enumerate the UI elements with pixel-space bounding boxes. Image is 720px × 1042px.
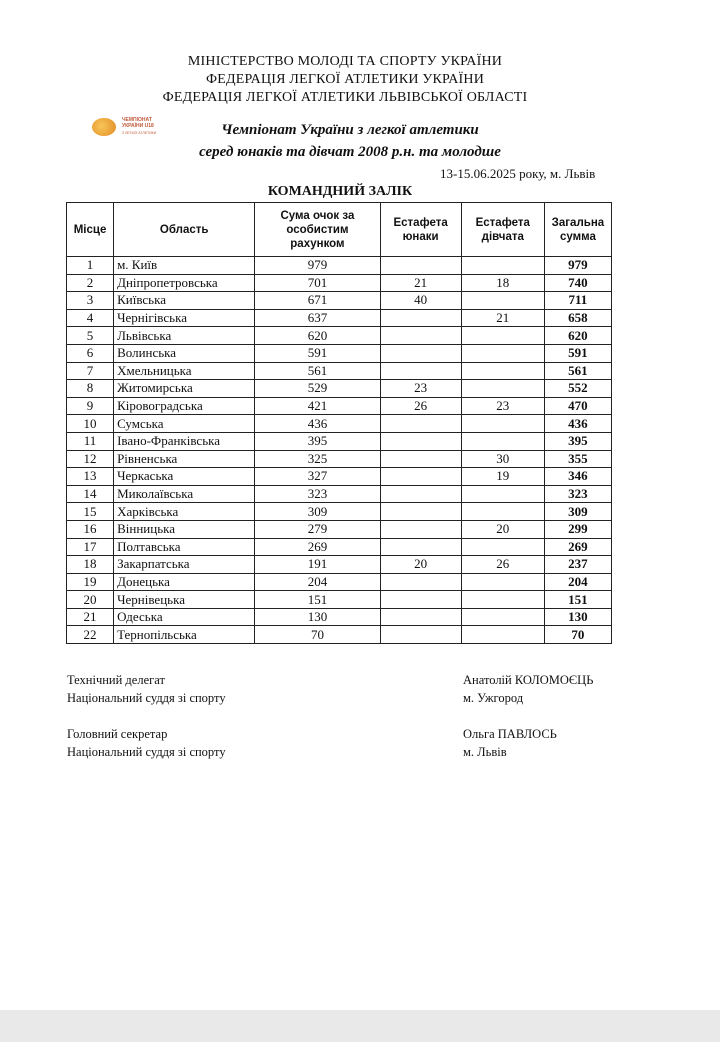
table-row — [67, 274, 612, 292]
cell-region: Хмельницька — [114, 362, 255, 380]
table-row — [67, 432, 612, 450]
cell-individual-sum: 620 — [255, 327, 380, 345]
cell-total: 620 — [544, 327, 611, 345]
cell-relay-girls — [461, 327, 544, 345]
cell-relay-boys: 21 — [380, 274, 461, 292]
cell-relay-boys: 23 — [380, 380, 461, 398]
cell-individual-sum: 191 — [255, 556, 380, 574]
cell-relay-girls — [461, 485, 544, 503]
cell-region: Житомирська — [114, 380, 255, 398]
cell-place: 3 — [67, 292, 114, 310]
cell-relay-girls: 30 — [461, 450, 544, 468]
cell-place: 22 — [67, 626, 114, 644]
table-row — [67, 591, 612, 609]
table-body — [67, 257, 612, 644]
chief-secretary-name: Ольга ПАВЛОСЬ — [463, 727, 557, 741]
cell-place: 6 — [67, 344, 114, 362]
cell-relay-boys — [380, 503, 461, 521]
cell-total: 204 — [544, 573, 611, 591]
cell-relay-boys — [380, 573, 461, 591]
cell-relay-girls — [461, 503, 544, 521]
cell-place: 2 — [67, 274, 114, 292]
cell-individual-sum: 979 — [255, 257, 380, 275]
cell-total: 711 — [544, 292, 611, 310]
cell-region: Донецька — [114, 573, 255, 591]
table-row — [67, 538, 612, 556]
cell-individual-sum: 436 — [255, 415, 380, 433]
cell-total: 269 — [544, 538, 611, 556]
cell-relay-boys — [380, 538, 461, 556]
cell-individual-sum: 325 — [255, 450, 380, 468]
cell-relay-boys: 20 — [380, 556, 461, 574]
cell-place: 1 — [67, 257, 114, 275]
cell-place: 8 — [67, 380, 114, 398]
table-row — [67, 450, 612, 468]
cell-individual-sum: 204 — [255, 573, 380, 591]
cell-total: 470 — [544, 397, 611, 415]
header-line-1: МІНІСТЕРСТВО МОЛОДІ ТА СПОРТУ УКРАЇНИ — [187, 54, 503, 69]
cell-individual-sum: 529 — [255, 380, 380, 398]
cell-region: Миколаївська — [114, 485, 255, 503]
table-row — [67, 327, 612, 345]
cell-individual-sum: 561 — [255, 362, 380, 380]
cell-individual-sum: 327 — [255, 468, 380, 486]
cell-place: 13 — [67, 468, 114, 486]
table-row — [67, 397, 612, 415]
event-date-location: 13-15.06.2025 року, м. Львів — [440, 166, 596, 181]
chief-secretary-role: Головний секретар — [67, 727, 168, 741]
table-row — [67, 380, 612, 398]
cell-relay-boys — [380, 485, 461, 503]
cell-relay-boys — [380, 608, 461, 626]
cell-place: 12 — [67, 450, 114, 468]
cell-individual-sum: 395 — [255, 432, 380, 450]
logo-text: ЧЕМПІОНАТ УКРАЇНИ U18 — [122, 117, 154, 129]
cell-individual-sum: 279 — [255, 520, 380, 538]
cell-relay-boys — [380, 344, 461, 362]
cell-relay-boys — [380, 520, 461, 538]
cell-total: 237 — [544, 556, 611, 574]
team-standings-table — [66, 202, 612, 644]
cell-relay-girls: 21 — [461, 309, 544, 327]
cell-place: 15 — [67, 503, 114, 521]
cell-region: Закарпатська — [114, 556, 255, 574]
table-row — [67, 292, 612, 310]
header-line-2: ФЕДЕРАЦІЯ ЛЕГКОЇ АТЛЕТИКИ УКРАЇНИ — [205, 72, 485, 87]
cell-individual-sum: 591 — [255, 344, 380, 362]
cell-individual-sum: 701 — [255, 274, 380, 292]
cell-relay-girls — [461, 292, 544, 310]
cell-total: 355 — [544, 450, 611, 468]
cell-relay-boys: 26 — [380, 397, 461, 415]
cell-region: Чернівецька — [114, 591, 255, 609]
tech-delegate-city: м. Ужгород — [463, 691, 524, 705]
col-header-place: Місце — [67, 203, 114, 257]
cell-region: Харківська — [114, 503, 255, 521]
event-title-line-1: Чемпіонат України з легкої атлетики — [221, 122, 479, 138]
table-row — [67, 485, 612, 503]
cell-relay-girls: 23 — [461, 397, 544, 415]
cell-region: Вінницька — [114, 520, 255, 538]
cell-individual-sum: 309 — [255, 503, 380, 521]
cell-region: Київська — [114, 292, 255, 310]
cell-total: 436 — [544, 415, 611, 433]
cell-region: Кіровоградська — [114, 397, 255, 415]
cell-individual-sum: 671 — [255, 292, 380, 310]
cell-place: 7 — [67, 362, 114, 380]
tech-delegate-name: Анатолій КОЛОМОЄЦЬ — [463, 673, 594, 687]
cell-total: 151 — [544, 591, 611, 609]
cell-relay-girls — [461, 257, 544, 275]
cell-total: 323 — [544, 485, 611, 503]
cell-place: 4 — [67, 309, 114, 327]
cell-region: Тернопільська — [114, 626, 255, 644]
cell-relay-boys — [380, 362, 461, 380]
cell-total: 740 — [544, 274, 611, 292]
cell-place: 16 — [67, 520, 114, 538]
cell-relay-girls — [461, 591, 544, 609]
logo-subtext: З ЛЕГКОЇ АТЛЕТИКИ — [122, 131, 157, 135]
cell-relay-girls — [461, 344, 544, 362]
cell-relay-boys — [380, 591, 461, 609]
table-row — [67, 608, 612, 626]
cell-region: Львівська — [114, 327, 255, 345]
table-row — [67, 503, 612, 521]
cell-relay-boys — [380, 309, 461, 327]
cell-total: 346 — [544, 468, 611, 486]
cell-place: 10 — [67, 415, 114, 433]
cell-individual-sum: 323 — [255, 485, 380, 503]
cell-region: Рівненська — [114, 450, 255, 468]
col-header-individual-sum: Сума очок за особистим рахунком — [255, 203, 380, 257]
tech-delegate-title: Національний суддя зі спорту — [67, 691, 226, 705]
table-row — [67, 362, 612, 380]
cell-relay-boys — [380, 468, 461, 486]
cell-total: 299 — [544, 520, 611, 538]
cell-relay-boys — [380, 432, 461, 450]
table-row — [67, 556, 612, 574]
chief-secretary-title: Національний суддя зі спорту — [67, 745, 226, 759]
cell-place: 14 — [67, 485, 114, 503]
cell-region: Волинська — [114, 344, 255, 362]
cell-region: Полтавська — [114, 538, 255, 556]
cell-place: 9 — [67, 397, 114, 415]
cell-relay-girls — [461, 538, 544, 556]
cell-total: 561 — [544, 362, 611, 380]
cell-relay-girls: 26 — [461, 556, 544, 574]
cell-relay-girls — [461, 626, 544, 644]
tech-delegate-role: Технічний делегат — [67, 673, 165, 687]
cell-relay-girls: 19 — [461, 468, 544, 486]
cell-relay-girls — [461, 380, 544, 398]
table-row — [67, 520, 612, 538]
cell-individual-sum: 637 — [255, 309, 380, 327]
cell-total: 309 — [544, 503, 611, 521]
event-title-line-2: серед юнаків та дівчат 2008 р.н. та молодше — [199, 144, 501, 160]
cell-relay-girls — [461, 432, 544, 450]
cell-region: Дніпропетровська — [114, 274, 255, 292]
cell-total: 395 — [544, 432, 611, 450]
logo-emblem-icon — [92, 118, 116, 136]
cell-region: Черкаська — [114, 468, 255, 486]
table-row — [67, 573, 612, 591]
cell-individual-sum: 151 — [255, 591, 380, 609]
col-header-relay-girls: Естафета дівчата — [461, 203, 544, 257]
cell-individual-sum: 70 — [255, 626, 380, 644]
col-header-region: Область — [114, 203, 255, 257]
cell-place: 17 — [67, 538, 114, 556]
cell-region: Івано-Франківська — [114, 432, 255, 450]
cell-total: 552 — [544, 380, 611, 398]
col-header-total: Загальна сумма — [544, 203, 611, 257]
cell-region: Сумська — [114, 415, 255, 433]
table-row — [67, 468, 612, 486]
chief-secretary-city: м. Львів — [463, 745, 507, 759]
cell-relay-girls — [461, 362, 544, 380]
cell-place: 11 — [67, 432, 114, 450]
cell-place: 5 — [67, 327, 114, 345]
cell-total: 658 — [544, 309, 611, 327]
cell-individual-sum: 130 — [255, 608, 380, 626]
table-row — [67, 309, 612, 327]
cell-relay-boys: 40 — [380, 292, 461, 310]
cell-place: 21 — [67, 608, 114, 626]
table-row — [67, 626, 612, 644]
table-row — [67, 257, 612, 275]
cell-relay-girls: 20 — [461, 520, 544, 538]
cell-place: 20 — [67, 591, 114, 609]
cell-relay-girls: 18 — [461, 274, 544, 292]
cell-place: 18 — [67, 556, 114, 574]
col-header-relay-boys: Естафета юнаки — [380, 203, 461, 257]
cell-relay-boys — [380, 626, 461, 644]
cell-individual-sum: 421 — [255, 397, 380, 415]
cell-region: Чернігівська — [114, 309, 255, 327]
table-row — [67, 344, 612, 362]
cell-relay-boys — [380, 450, 461, 468]
cell-total: 70 — [544, 626, 611, 644]
cell-relay-girls — [461, 608, 544, 626]
table-title: КОМАНДНИЙ ЗАЛІК — [267, 184, 413, 199]
cell-total: 591 — [544, 344, 611, 362]
cell-total: 130 — [544, 608, 611, 626]
cell-total: 979 — [544, 257, 611, 275]
cell-place: 19 — [67, 573, 114, 591]
cell-region: Одеська — [114, 608, 255, 626]
table-header-row — [67, 203, 612, 257]
header-line-3: ФЕДЕРАЦІЯ ЛЕГКОЇ АТЛЕТИКИ ЛЬВІВСЬКОЇ ОБЛАСТІ — [162, 90, 528, 105]
cell-relay-boys — [380, 327, 461, 345]
cell-region: м. Київ — [114, 257, 255, 275]
cell-individual-sum: 269 — [255, 538, 380, 556]
cell-relay-boys — [380, 257, 461, 275]
table-row — [67, 415, 612, 433]
cell-relay-girls — [461, 415, 544, 433]
cell-relay-boys — [380, 415, 461, 433]
cell-relay-girls — [461, 573, 544, 591]
